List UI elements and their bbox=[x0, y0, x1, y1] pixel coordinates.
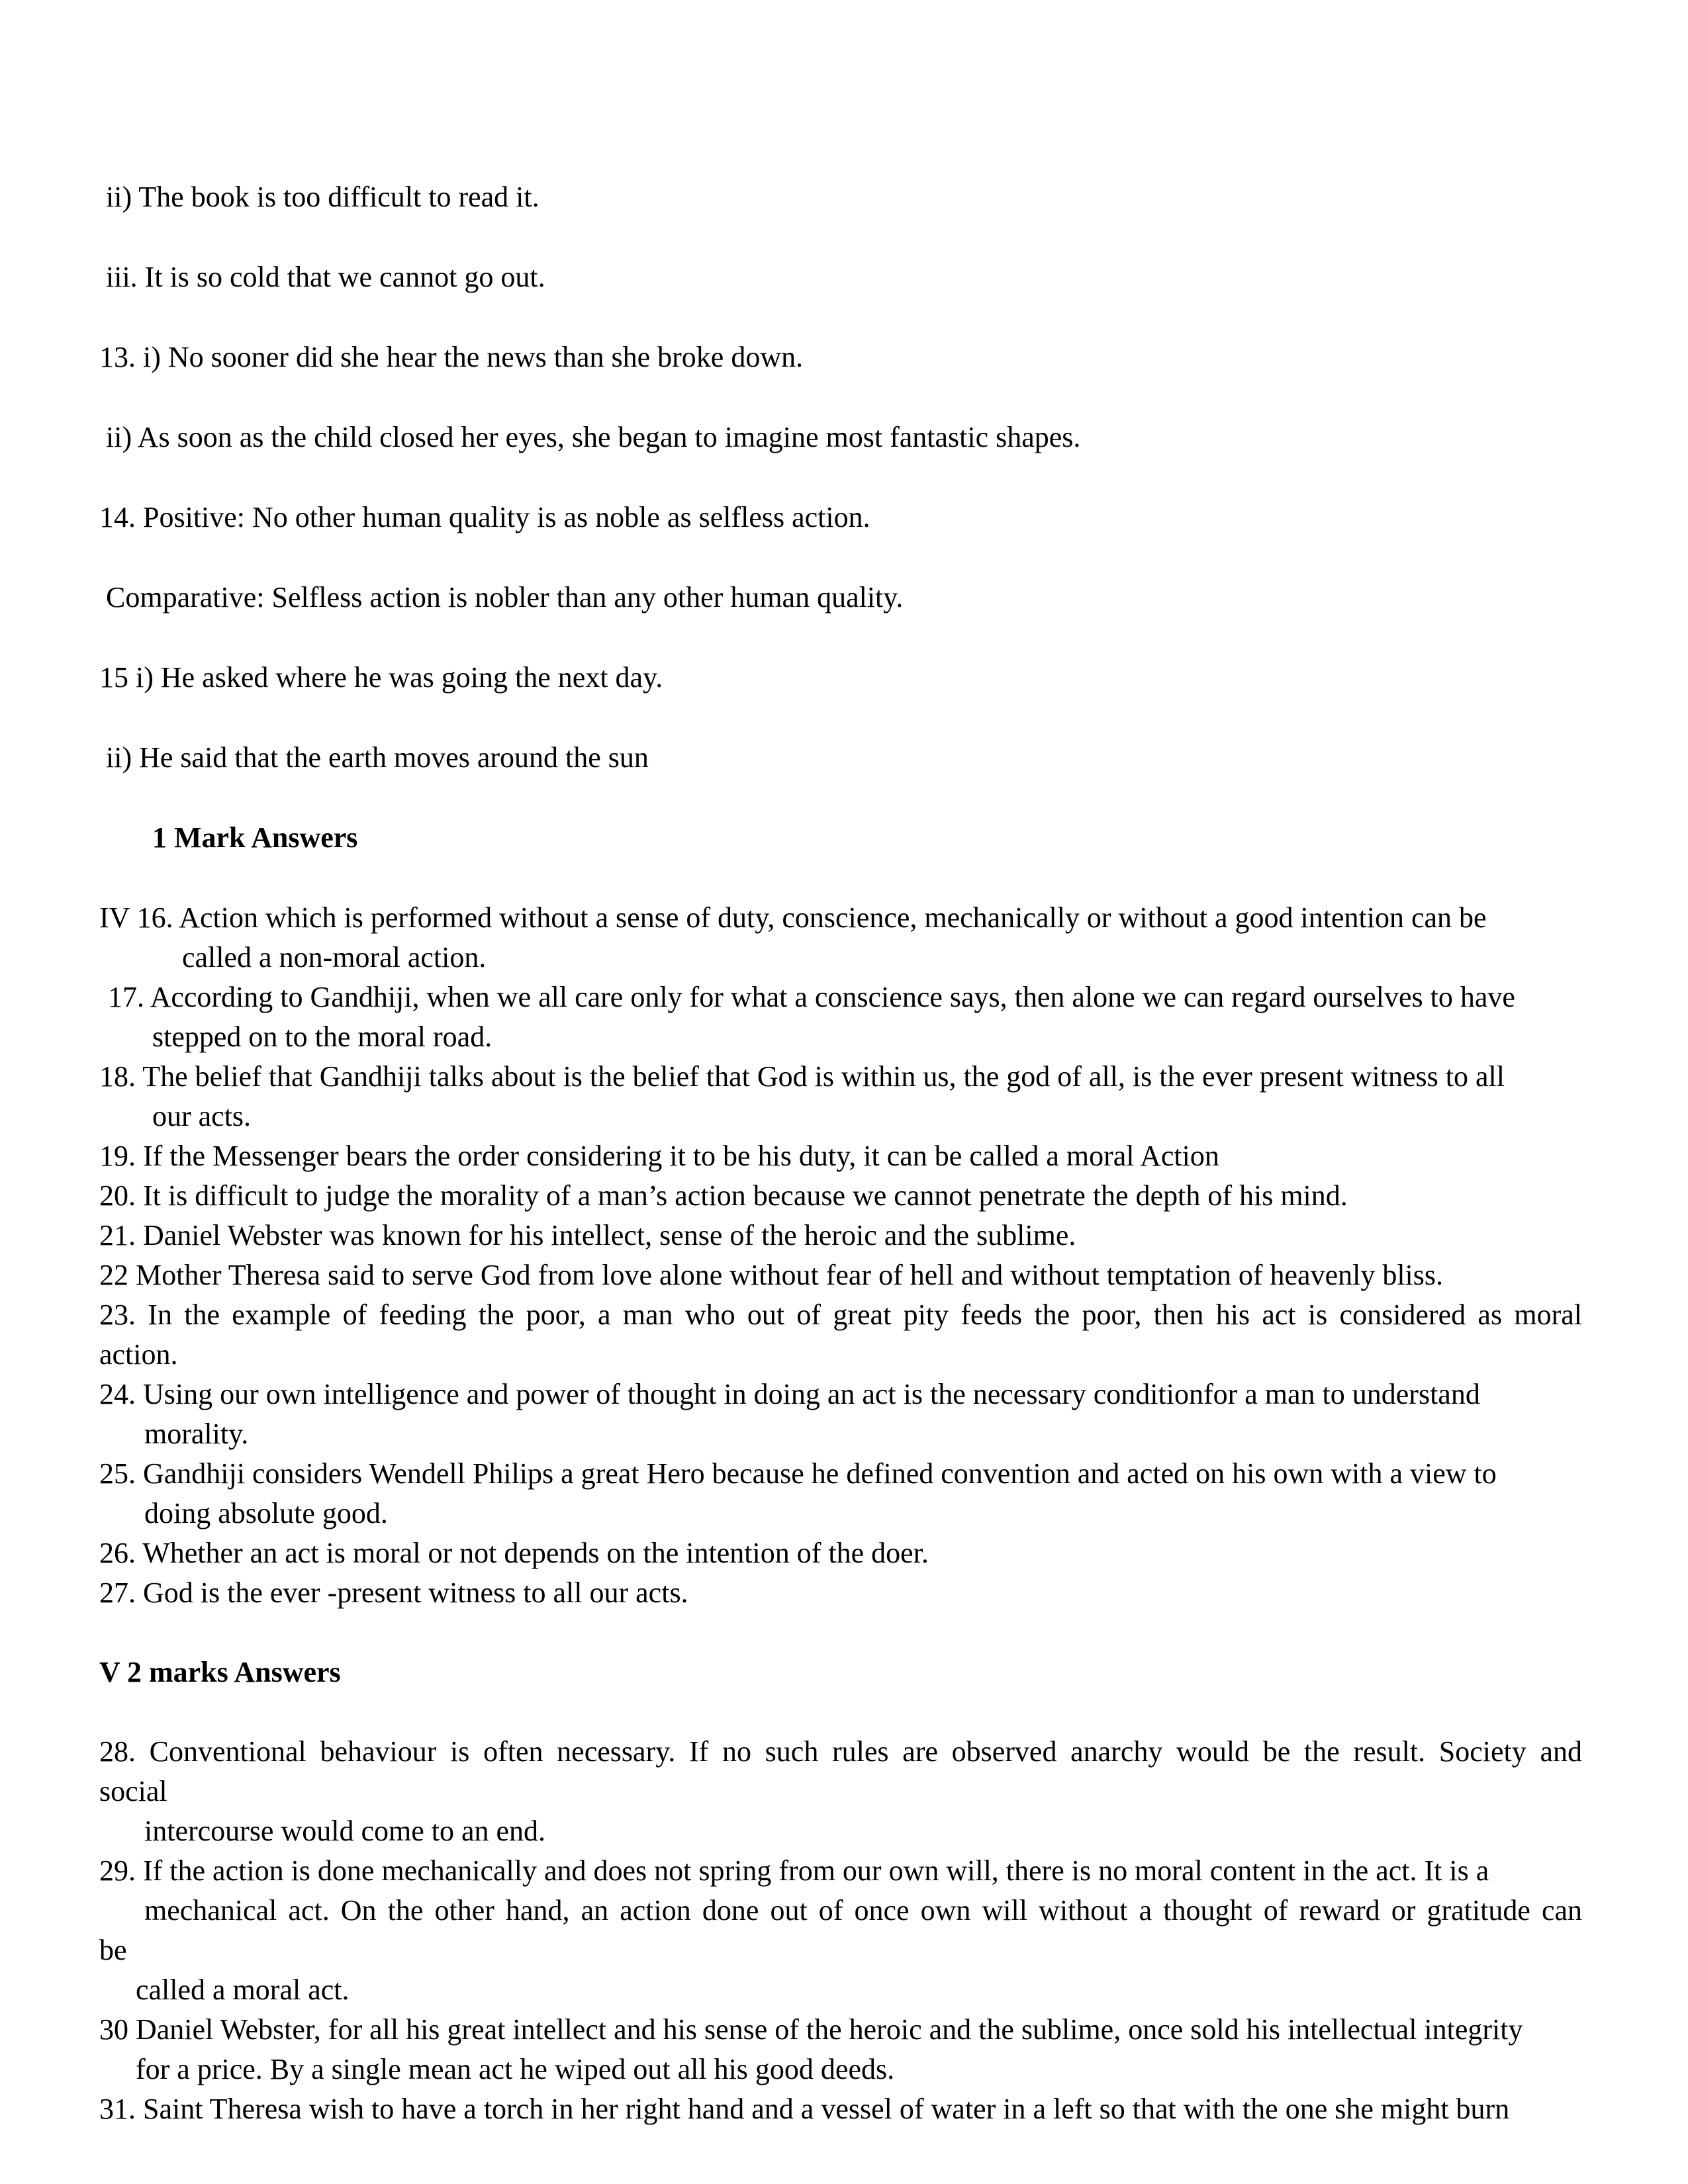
answer-28-cont-2: intercourse would come to an end. bbox=[144, 1815, 546, 1847]
answer-24: 24. Using our own intelligence and power of thought in doing an act is the necessary conditionfor a man to understand bbox=[99, 1378, 1480, 1410]
answer-19: 19. If the Messenger bears the order considering it to be his duty, it can be called a moral Action bbox=[99, 1140, 1219, 1172]
answer-29-cont-2: be bbox=[99, 1934, 127, 1966]
answer-17-cont: stepped on to the moral road. bbox=[152, 1021, 492, 1053]
answer-23: 23. In the example of feeding the poor, a man who out of great pity feeds the poor, then his act is considered as moral bbox=[99, 1298, 1582, 1331]
answer-30-cont: for a price. By a single mean act he wiped out all his good deeds. bbox=[136, 2053, 895, 2085]
answer-30: 30 Daniel Webster, for all his great intellect and his sense of the heroic and the sublime, once sold his intellectual integrity bbox=[99, 2013, 1523, 2046]
answer-28: 28. Conventional behaviour is often necessary. If no such rules are observed anarchy would be the result. Society and bbox=[99, 1735, 1582, 1768]
answer-14-comparative: Comparative: Selfless action is nobler than any other human quality. bbox=[106, 581, 904, 614]
answer-23-cont: action. bbox=[99, 1338, 178, 1371]
answer-28-cont-1: social bbox=[99, 1775, 167, 1807]
answer-13-i: 13. i) No sooner did she hear the news than she broke down. bbox=[99, 341, 804, 373]
answer-15-ii: ii) He said that the earth moves around the sun bbox=[106, 741, 649, 774]
section-heading-2-marks: V 2 marks Answers bbox=[99, 1656, 341, 1688]
answer-29: 29. If the action is done mechanically and does not spring from our own will, there is no moral content in the act. It is a bbox=[99, 1854, 1489, 1887]
answer-18-cont: our acts. bbox=[152, 1100, 252, 1132]
answer-29-cont-3: called a moral act. bbox=[136, 1974, 350, 2006]
answer-14-positive: 14. Positive: No other human quality is as noble as selfless action. bbox=[99, 501, 870, 533]
answer-16: IV 16. Action which is performed without a sense of duty, conscience, mechanically or without a good intention can be bbox=[99, 901, 1487, 934]
answer-25-cont: doing absolute good. bbox=[144, 1497, 388, 1529]
answer-15-i: 15 i) He asked where he was going the next day. bbox=[99, 661, 663, 694]
answer-26: 26. Whether an act is moral or not depends on the intention of the doer. bbox=[99, 1537, 929, 1569]
answer-12-iii: iii. It is so cold that we cannot go out. bbox=[106, 261, 545, 293]
answer-21: 21. Daniel Webster was known for his intellect, sense of the heroic and the sublime. bbox=[99, 1219, 1076, 1251]
answer-25: 25. Gandhiji considers Wendell Philips a great Hero because he defined convention and acted on his own with a view to bbox=[99, 1457, 1497, 1490]
answer-18: 18. The belief that Gandhiji talks about is the belief that God is within us, the god of all, is the ever present witness to all bbox=[99, 1060, 1505, 1093]
answer-24-cont: morality. bbox=[144, 1418, 249, 1450]
answer-31: 31. Saint Theresa wish to have a torch in her right hand and a vessel of water in a left so that with the one she might burn bbox=[99, 2093, 1510, 2125]
answer-13-ii: ii) As soon as the child closed her eyes, she began to imagine most fantastic shapes. bbox=[106, 421, 1081, 453]
answer-16-cont: called a non-moral action. bbox=[182, 941, 487, 974]
answer-27: 27. God is the ever -present witness to all our acts. bbox=[99, 1576, 688, 1609]
answer-29-cont-1: mechanical act. On the other hand, an action done out of once own will without a thought of reward or gratitude can bbox=[144, 1894, 1582, 1927]
section-heading-1-mark: 1 Mark Answers bbox=[152, 821, 358, 854]
answer-12-ii: ii) The book is too difficult to read it. bbox=[106, 181, 539, 213]
answer-20: 20. It is difficult to judge the morality of a man’s action because we cannot penetrate the depth of his mind. bbox=[99, 1179, 1348, 1212]
answer-22: 22 Mother Theresa said to serve God from love alone without fear of hell and without temptation of heavenly bliss. bbox=[99, 1259, 1444, 1291]
answer-17: 17. According to Gandhiji, when we all care only for what a conscience says, then alone we can regard ourselves to have bbox=[108, 981, 1515, 1013]
